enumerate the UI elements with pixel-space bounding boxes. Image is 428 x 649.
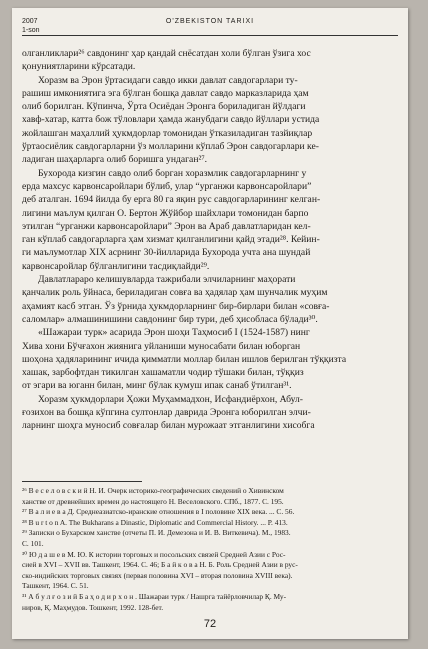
body-text-line: ўртаосиёлик савдогарларни ўз молларини кўплаб Эрон савдогарлари ке- xyxy=(22,141,319,153)
body-text-line: олганликлари²⁶ савдонинг ҳар қандай снёсатдан холи бўлган ўзига хос xyxy=(22,48,311,59)
footnote-line: ханстве от древнейших времен до настоящего Н. Веселовского. СПб., 1877. С. 195. xyxy=(22,496,284,506)
body-text-line: ги маълумотлар XIX асрнинг 30-йилларида Бухорода учта ана шундай xyxy=(22,247,311,259)
footnote-line: ²⁹ Записки о Бухарском ханстве (отчеты П. И. Демезона и И. В. Виткевича). М., 1983. xyxy=(22,528,291,538)
article-body xyxy=(22,47,400,433)
header-divider xyxy=(22,35,398,36)
body-text-line: қонуниятларини кўрсатади. xyxy=(22,61,136,73)
journal-title: O'ZBEKISTON TARIXI xyxy=(165,18,255,25)
footnotes xyxy=(22,486,400,613)
body-text-line: Хоразм ҳукмдорлари Ҳожи Муҳаммадхон, Исфандиёрхон, Абул- xyxy=(38,393,303,405)
body-text-line: «Шажараи турк» асарида Эрон шоҳи Таҳмосиб I (1524-1587) нинг xyxy=(38,327,310,339)
footnote-line: ²⁶ В е с е л о в с к и й Н. И. Очерк историко-географических сведений о Хивинском xyxy=(22,486,284,495)
header-issue: 1-son xyxy=(22,27,40,34)
body-text-line: Хоразм ва Эрон ўртасидаги савдо икки давлат савдогарлари ту- xyxy=(38,74,298,86)
body-text-line: олиб борилган. Кўпинча, Ўрта Осиёдан Эронга бориладиган йўлдаги xyxy=(22,101,306,113)
footnote-line: С. 101. xyxy=(22,538,44,548)
body-text-line: ерда махсус карвонсаройлари бўлиб, улар “урганжи карвонсаройлари” xyxy=(22,180,312,192)
body-text-line: шоҳона ҳадяларининг ичида қимматли моллар билан ишлов берилган тўққизта xyxy=(22,353,347,365)
body-text-line: деб аталган. 1694 йилда бу ерга 80 га яқин рус савдогарларининг келган- xyxy=(22,194,321,206)
footnote-line: Ташкент, 1964. С. 51. xyxy=(22,581,89,591)
body-text-line: Хива хони Бўчғахон жиянига уйланиши муносабати билан юборган xyxy=(22,340,301,352)
body-text-line: ларнинг шоҳга муносиб совғалар билан мурожаат этганлигини хисобга xyxy=(22,420,315,432)
footnote-line: ско-индийских торговых связях (первая половина XVI – вторая половина XVIII века). xyxy=(22,570,293,580)
body-text-line: хашак, зарбофтдан тикилган хашаматли чодир тўшаки билан, тўққиз xyxy=(22,367,304,379)
body-text-line: лигини маълум қилган О. Бертон Жўйбор шайхлари томонидан барпо xyxy=(22,207,309,219)
footnote-line: ²⁷ В а л и е в а Д. Среднеазиатско-иранские отношения в I половине XIX века. ... С. 56. xyxy=(22,507,295,517)
body-text-line: ғозихон ва бошқа кўпгина султонлар даврида Эронга юборилган элчи- xyxy=(22,407,311,419)
body-text-line: рашиш имкониятига эга бўлган бошқа давлат савдо марказларида ҳам xyxy=(22,87,309,99)
footnote-line: ³⁰ Ю д а ш е в М. Ю. К истории торговых и посольских связей Средней Азии с Рос- xyxy=(22,549,286,559)
header-year: 2007 xyxy=(22,18,38,25)
body-text-line: ладиган шаҳарларга олиб боришга ундаган²⁷. xyxy=(22,154,208,166)
body-text-line: аҳамият касб этган. Ўз ўрнида ҳукмдорларнинг бир-бирлари билан «совға- xyxy=(22,300,330,312)
body-text-line: от эгари ва юганн билан, минг бўлак кумуш ипак санаб ўтилган³¹. xyxy=(22,380,292,392)
body-text-line: этилган “урганжи карвонсаройлари” Эрон ва Араб давлатларидан кел- xyxy=(22,220,311,232)
page-number: 72 xyxy=(203,618,217,630)
journal-page xyxy=(12,8,408,639)
body-text-line: ган кўплаб савдогарларга ҳам хизмат қилганлигини қайд этади²⁸. Кейин- xyxy=(22,234,320,246)
footnote-line: ниров, Қ. Маҳмудов. Тошкент, 1992. 128-бет. xyxy=(22,602,164,612)
footnote-line: ²⁸ B u r t o n A. The Bukharans a Dinastic, Diplomatic and Commercial History. ... P. 413. xyxy=(22,517,288,527)
body-text-line: Давлатлараро келишувларда тажрибали элчиларнинг маҳорати xyxy=(38,274,296,286)
body-text-line: қанчалик роль ўйнаса, бериладиган совға ва ҳадялар ҳам шунчалик муҳим xyxy=(22,287,328,299)
body-text-line: жойлашган маҳаллий ҳукмдорлар томонидан ўтказиладиган тазйиқлар xyxy=(22,127,313,139)
body-text-line: саломлар» алмашинишини савдонинг бир тури, деб ҳисобласа бўлади³⁰. xyxy=(22,313,318,325)
body-text-line: Бухорода кизгин савдо олиб борган хоразмлик савдогарларнинг у xyxy=(38,167,307,179)
body-text-line: карвонсаройлар бўлганлигини тасдиқлайди²⁹. xyxy=(22,260,210,272)
footnote-line: сией в XVI – XVII вв. Ташкент, 1964. С. 46; Б а й к о в а Н. Б. Роль Средней Азии в рус- xyxy=(22,560,298,570)
footnote-line: ³¹ А б у л ғ о з и й Б а ҳ о д и р х о н . Шажараи турк / Нашрга тайёрловчилар Қ. Му- xyxy=(22,591,287,601)
body-text-line: хавф-хатар, катта бож тўловлари ҳамда жанубдаги савдо йўллари устида xyxy=(22,114,320,126)
footnote-divider xyxy=(22,481,142,482)
